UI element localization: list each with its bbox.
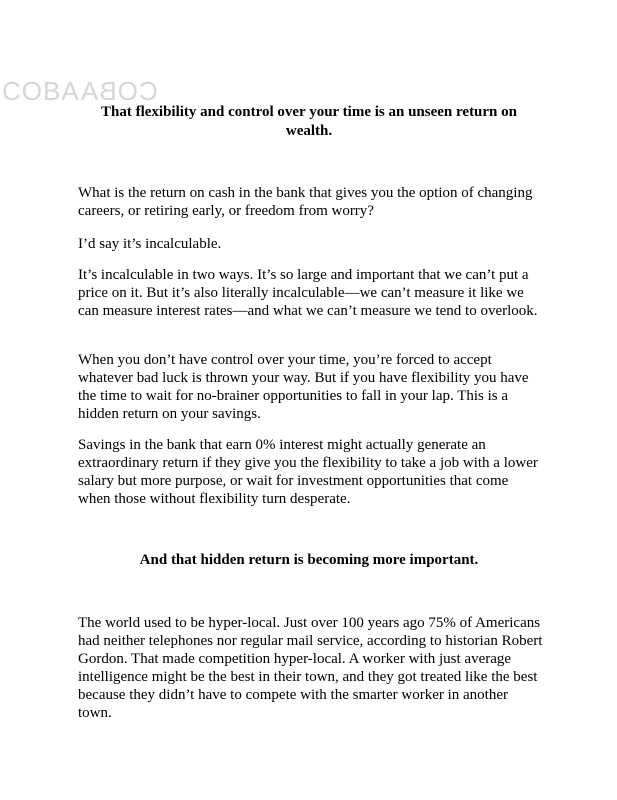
watermark-text-1: COBA [2,76,80,106]
paragraph-return-on-cash: What is the return on cash in the bank that gives you the option of changing careers, or retiring early, or freedom from worry? [78,185,533,219]
paragraph-control-over-time: When you don’t have control over your time, you’re forced to accept whatever bad luck is thrown your way. But if you have flexibility you have the time to wait for no-brainer opportunities to fall in your lap. This is a hidden return on your savings. [78,352,529,422]
paragraph-two-ways: It’s incalculable in two ways. It’s so large and important that we can’t put a price on it. But it’s also literally incalculable—we can’t measure it like we can measure interest rates—and what we can’t measure we tend to overlook. [78,267,538,319]
paragraph-incalculable: I’d say it’s incalculable. [78,236,222,252]
paragraph-savings-zero-interest: Savings in the bank that earn 0% interest might actually generate an extraordinary return if they give you the flexibility to take a job with a lower salary but more purpose, or wait for investment opportunities that come when those without flexibility turn desperate. [78,437,538,507]
section-heading-hidden-return: And that hidden return is becoming more important. [139,552,479,568]
section-heading-flexibility: That flexibility and control over your time is an unseen return on wealth. [101,104,517,139]
paragraph-hyper-local: The world used to be hyper-local. Just over 100 years ago 75% of Americans had neither telephones nor regular mail service, according to historian Robert Gordon. That made competition hyper-local. A worker with just average intelligence might be the best in their town, and they got treated like the best because they didn’t have to compete with the smarter worker in another town. [78,615,543,721]
watermark-text-2-mirrored: COBA [79,76,158,106]
